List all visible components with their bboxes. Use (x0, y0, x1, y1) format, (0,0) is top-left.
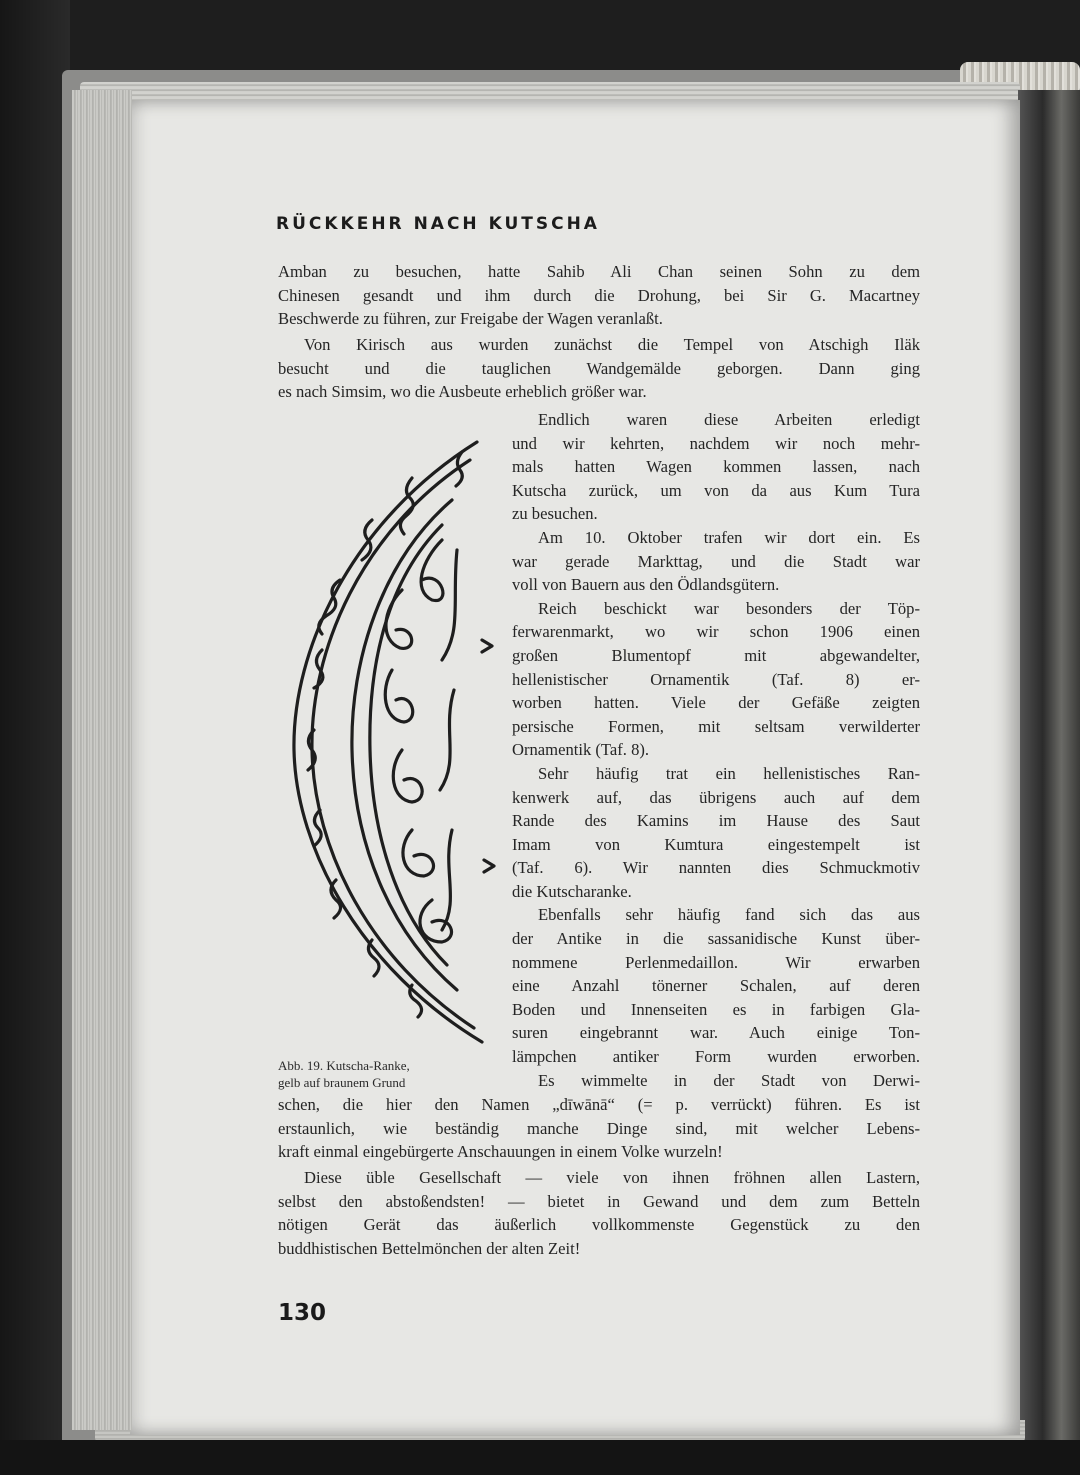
text-line: Amban zu besuchen, hatte Sahib Ali Chan seinen Sohn zu dem (278, 262, 920, 281)
text-line: Von Kirisch aus wurden zunächst die Tempel von Atschigh Iläk (304, 335, 920, 354)
paragraph-2 (278, 333, 920, 404)
background (0, 0, 70, 1475)
text-line: kenwerk auf, das übrigens auch auf dem (512, 787, 920, 807)
text-line: Diese üble Gesellschaft — viele von ihnen fröhnen allen Lastern, (304, 1168, 920, 1187)
text-line: Ornamentik (Taf. 8). (512, 740, 650, 760)
text-line: Chinesen gesandt und ihm durch die Drohung, bei Sir G. Macartney (278, 285, 920, 305)
text-line: Reich beschickt war besonders der Töp- (538, 598, 920, 618)
figure-caption (278, 1057, 496, 1091)
paragraph-final (278, 1166, 920, 1260)
text-line: Beschwerde zu führen, zur Freigabe der Wagen veranlaßt. (278, 309, 663, 329)
text-line: zu besuchen. (512, 504, 598, 524)
text-line: suren eingebrannt war. Auch einige Ton- (512, 1023, 920, 1043)
text-line: und wir kehrten, nachdem wir noch mehr- (512, 433, 920, 453)
text-line: Sehr häufig trat ein hellenistisches Ran- (538, 763, 920, 783)
text-line: Endlich waren diese Arbeiten erledigt (538, 410, 920, 429)
text-line: hellenistischer Ornamentik (Taf. 8) er- (512, 669, 920, 689)
text-line: worben hatten. Viele der Gefäße zeigten (512, 693, 920, 713)
text-line: buddhistischen Bettelmönchen der alten Zeit! (278, 1238, 581, 1258)
caption-line: gelb auf braunem Grund (278, 1075, 406, 1090)
text-line: die Kutscharanke. (512, 881, 632, 901)
text-line: Imam von Kumtura eingestempelt ist (512, 834, 920, 854)
text-line: großen Blumentopf mit abgewandelter, (512, 645, 920, 665)
text-line: kraft einmal eingebürgerte Anschauungen in einem Volke wurzeln! (278, 1142, 723, 1162)
text-line: eine Anzahl tönerner Schalen, auf deren (512, 976, 920, 996)
running-header: RÜCKKEHR NACH KUTSCHA (276, 214, 600, 234)
page-number: 130 (278, 1300, 327, 1326)
ornament-figure (292, 430, 502, 1050)
text-column (512, 408, 920, 1092)
caption-line: Abb. 19. Kutscha-Ranke, (278, 1058, 410, 1073)
text-line: (Taf. 6). Wir nannten dies Schmuckmotiv (512, 858, 920, 878)
paragraph-end (278, 1093, 920, 1164)
book-gutter (1018, 90, 1080, 1450)
text-line: besucht und die tauglichen Wandgemälde geborgen. Dann ging (278, 358, 920, 378)
text-line: Am 10. Oktober trafen wir dort ein. Es (538, 527, 920, 547)
text-line: Rande des Kamins im Hause des Saut (512, 811, 920, 831)
paragraph-1 (278, 260, 920, 331)
text-line: persische Formen, mit seltsam verwilderter (512, 716, 920, 736)
text-line: erstaunlich, wie beständig manche Dinge sind, mit welcher Lebens- (278, 1118, 920, 1138)
background-bottom (0, 1440, 1080, 1475)
text-line: war gerade Markttag, und die Stadt war (512, 551, 920, 571)
text-line: der Antike in die sassanidische Kunst über- (512, 929, 920, 949)
text-line: selbst den abstoßendsten! — bietet in Gewand und dem zum Betteln (278, 1191, 920, 1211)
text-line: schen, die hier den Namen „dīwānā“ (= p. verrückt) führen. Es ist (278, 1095, 920, 1114)
text-line: mals hatten Wagen kommen lassen, nach (512, 457, 920, 477)
text-line: Boden und Innenseiten es in farbigen Gla- (512, 999, 920, 1019)
text-line: nötigen Gerät das äußerlich vollkommenste Gegenstück zu den (278, 1215, 920, 1235)
text-line: Ebenfalls sehr häufig fand sich das aus (538, 905, 920, 925)
text-line: nommene Perlenmedaillon. Wir erwarben (512, 952, 920, 972)
text-line: Es wimmelte in der Stadt von Derwi- (538, 1070, 920, 1090)
page-edges-left (72, 90, 132, 1430)
text-line: voll von Bauern aus den Ödlandsgütern. (512, 575, 780, 595)
text-line: Kutscha zurück, um von da aus Kum Tura (512, 480, 920, 500)
text-line: ferwarenmarkt, wo wir schon 1906 einen (512, 622, 920, 642)
text-line: lämpchen antiker Form wurden erworben. (512, 1047, 920, 1067)
text-line: es nach Simsim, wo die Ausbeute erheblich größer war. (278, 382, 647, 402)
